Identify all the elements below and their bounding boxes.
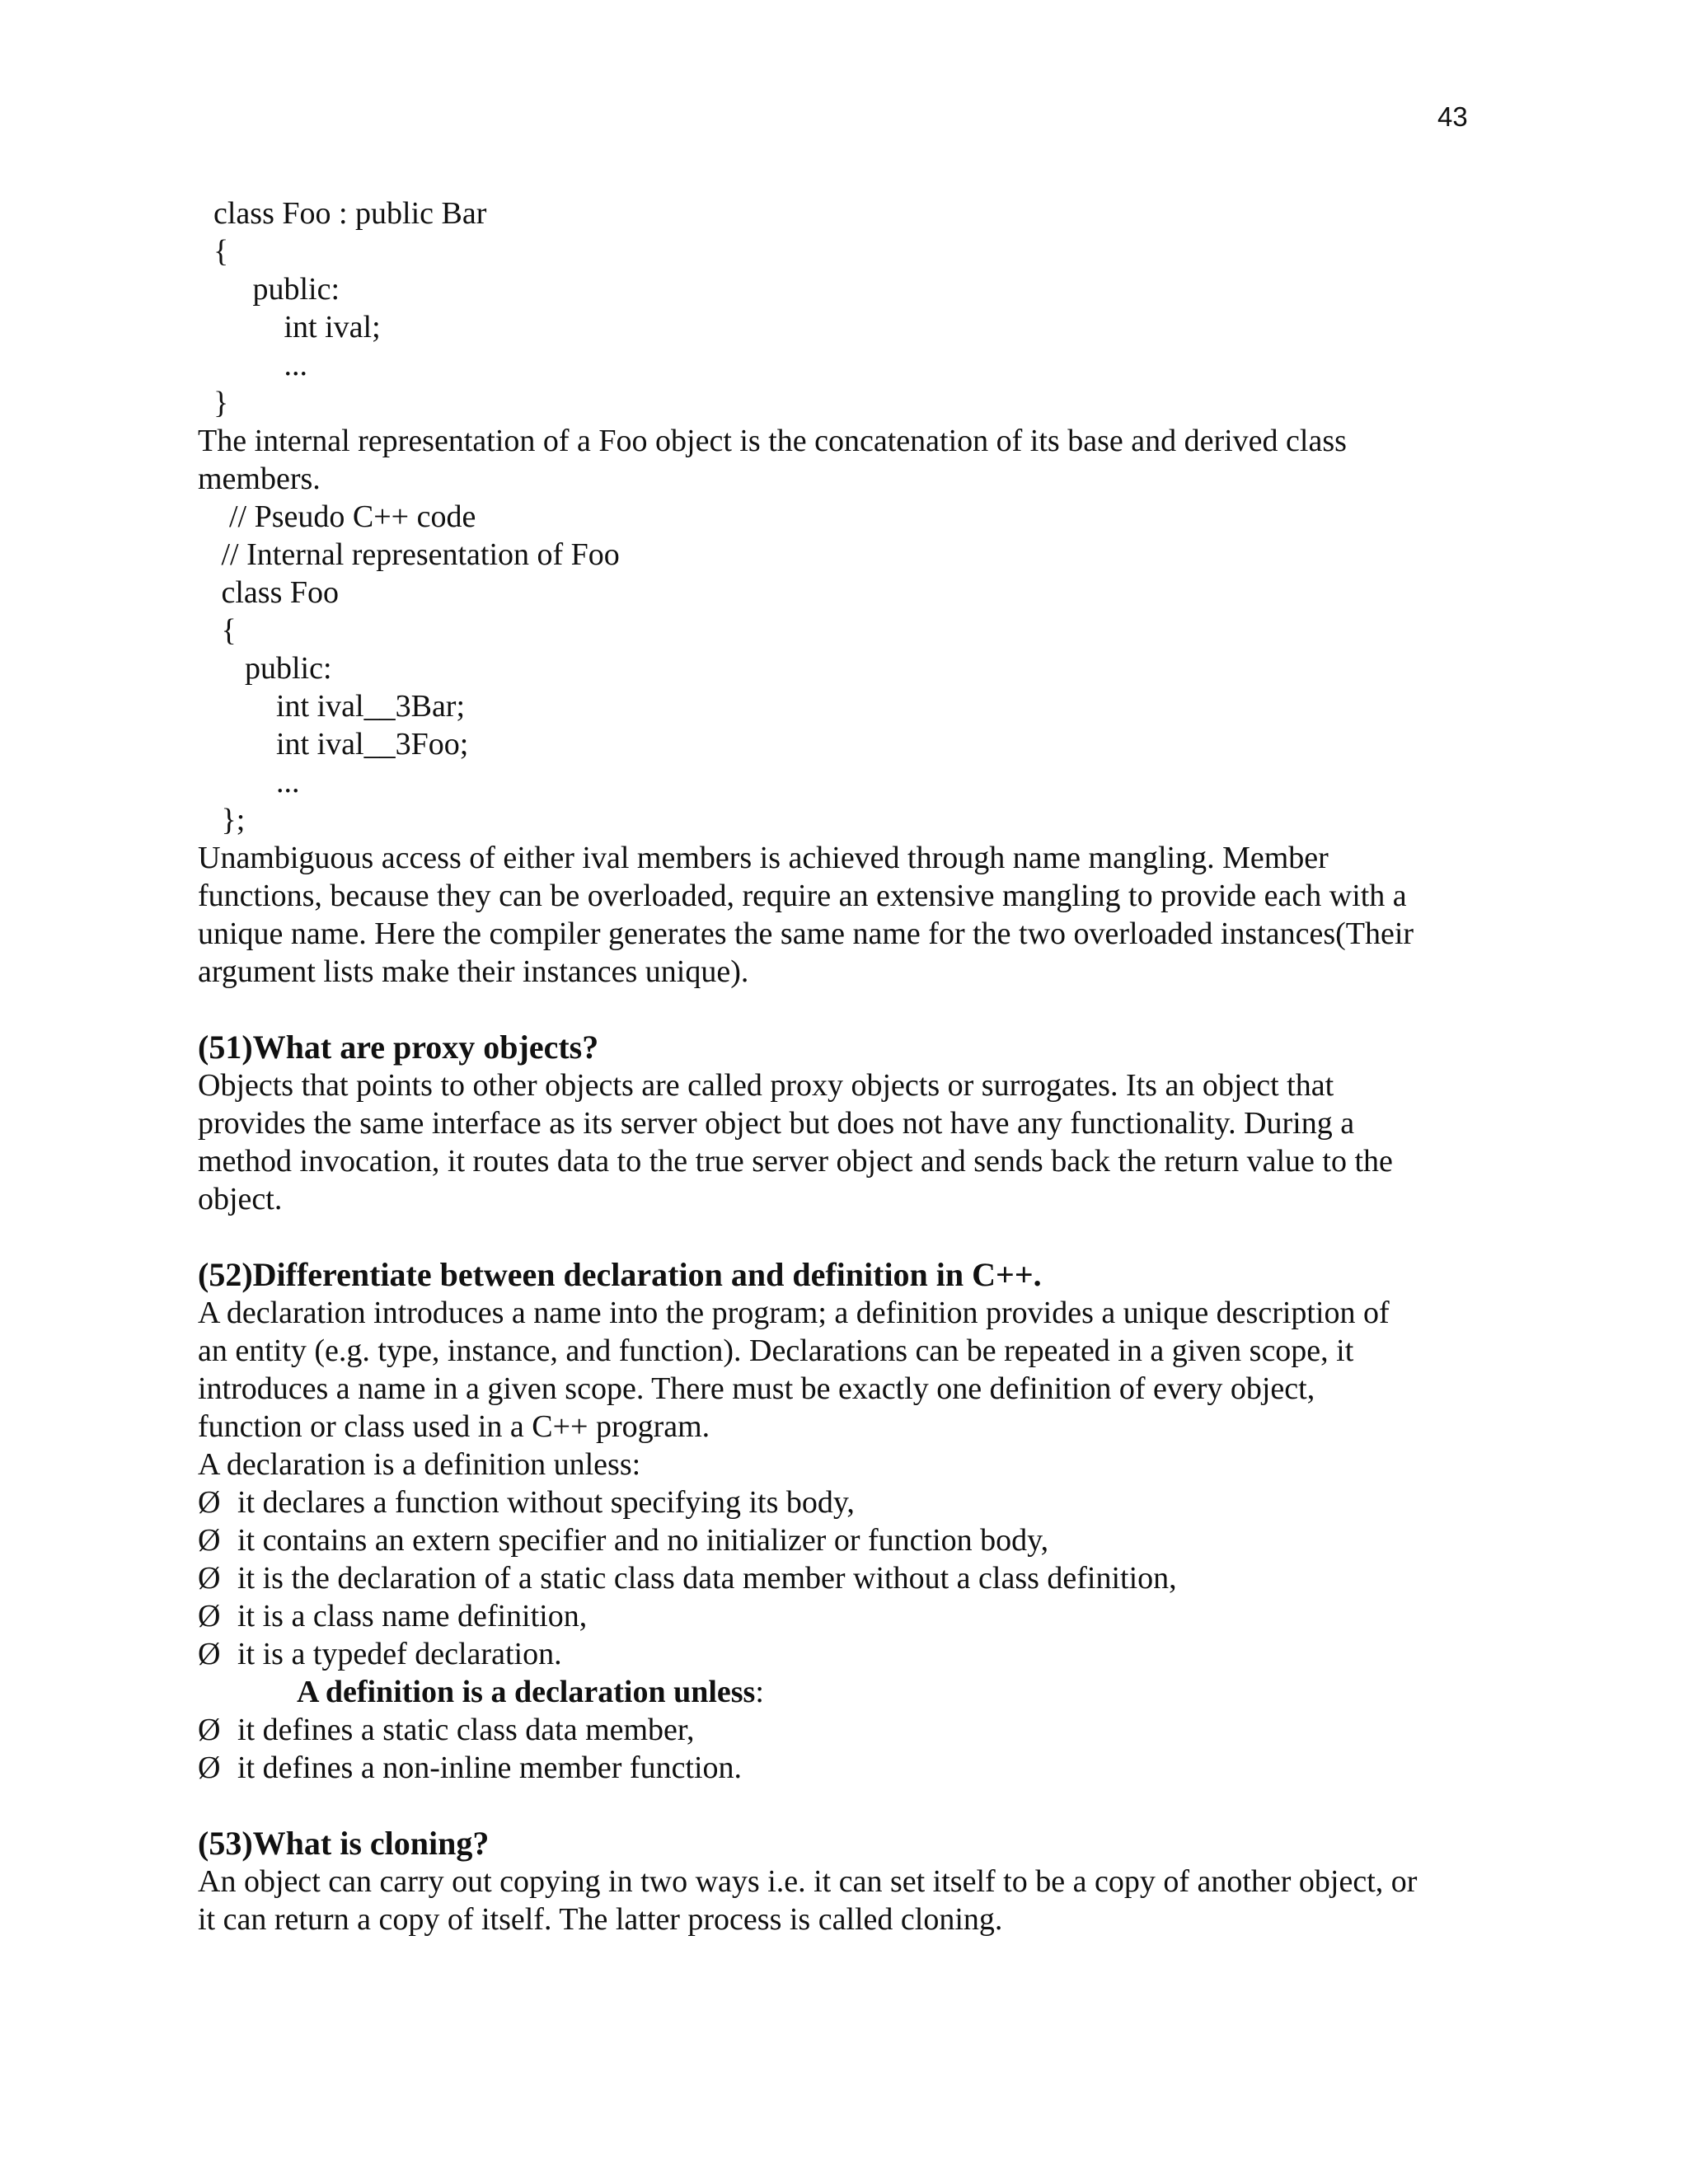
code-line: int ival; [198, 310, 381, 344]
code-block-pseudo-cpp [198, 498, 1517, 839]
page-number: 43 [1437, 101, 1468, 132]
page-content [198, 194, 1517, 1938]
code-line: class Foo [198, 575, 339, 610]
question-52-heading: (52)Differentiate between declaration and definition in C++. [198, 1256, 1042, 1293]
text-line: provides the same interface as its server object but does not have any functionality. During a [198, 1106, 1355, 1141]
text-line: introduces a name in a given scope. There must be exactly one definition of every object, [198, 1371, 1315, 1406]
code-line: // Internal representation of Foo [198, 537, 620, 572]
bullet-icon: Ø [198, 1599, 221, 1633]
text-line: unique name. Here the compiler generates the same name for the two overloaded instances(Their [198, 916, 1414, 951]
bullet-icon: Ø [198, 1750, 221, 1785]
list-item [198, 1597, 1517, 1635]
bullet-icon: Ø [198, 1485, 221, 1520]
subheading-text: A definition is a declaration unless [297, 1675, 756, 1709]
question-51-answer [198, 1066, 1517, 1218]
text-line: argument lists make their instances unique). [198, 954, 749, 989]
list-item-text: it defines a static class data member, [237, 1713, 695, 1747]
subheading-colon: : [755, 1675, 764, 1709]
bullet-icon: Ø [198, 1561, 221, 1596]
bullet-icon: Ø [198, 1713, 221, 1747]
code-line: ... [198, 348, 307, 382]
text-line: A declaration is a definition unless: [198, 1447, 641, 1482]
text-line: object. [198, 1182, 283, 1216]
list-item [198, 1521, 1517, 1559]
declaration-bullet-list [198, 1483, 1517, 1673]
code-line: int ival__3Foo; [198, 727, 469, 762]
text-line: Unambiguous access of either ival members is achieved through name mangling. Member [198, 841, 1329, 875]
question-52-answer [198, 1294, 1517, 1483]
list-item-text: it contains an extern specifier and no initializer or function body, [237, 1523, 1049, 1558]
list-item [198, 1711, 1517, 1749]
code-line: // Pseudo C++ code [198, 499, 476, 534]
list-item [198, 1559, 1517, 1597]
paragraph-internal-representation [198, 422, 1517, 498]
text-line: A declaration introduces a name into the program; a definition provides a unique description of [198, 1296, 1390, 1330]
text-line: Objects that points to other objects are called proxy objects or surrogates. Its an object that [198, 1068, 1334, 1103]
code-line: public: [198, 272, 340, 307]
text-line: method invocation, it routes data to the true server object and sends back the return value to the [198, 1144, 1393, 1179]
code-line: } [198, 386, 229, 420]
question-53-answer [198, 1863, 1517, 1938]
code-line: int ival__3Bar; [198, 689, 466, 724]
code-line: }; [198, 803, 246, 837]
list-item [198, 1749, 1517, 1787]
list-item [198, 1635, 1517, 1673]
question-51-heading: (51)What are proxy objects? [198, 1029, 599, 1066]
list-item-text: it defines a non-inline member function. [237, 1750, 743, 1785]
text-line: The internal representation of a Foo object is the concatenation of its base and derived class [198, 424, 1347, 458]
question-53-heading: (53)What is cloning? [198, 1825, 490, 1862]
bullet-icon: Ø [198, 1637, 221, 1671]
definition-subheading [198, 1673, 1517, 1711]
definition-bullet-list [198, 1711, 1517, 1787]
list-item-text: it is a class name definition, [237, 1599, 588, 1633]
text-line: an entity (e.g. type, instance, and function). Declarations can be repeated in a given scope, it [198, 1333, 1354, 1368]
code-line: class Foo : public Bar [198, 196, 487, 231]
code-line: { [198, 613, 237, 648]
paragraph-name-mangling [198, 839, 1517, 991]
text-line: functions, because they can be overloaded, require an extensive mangling to provide each with a [198, 879, 1407, 913]
code-line: public: [198, 651, 332, 686]
list-item-text: it declares a function without specifying its body, [237, 1485, 855, 1520]
bullet-icon: Ø [198, 1523, 221, 1558]
text-line: it can return a copy of itself. The latter process is called cloning. [198, 1902, 1003, 1937]
code-line: { [198, 234, 229, 269]
text-line: An object can carry out copying in two ways i.e. it can set itself to be a copy of another object, or [198, 1864, 1418, 1899]
code-line: ... [198, 765, 300, 799]
code-block-class-foo [198, 194, 1517, 422]
text-line: function or class used in a C++ program. [198, 1409, 710, 1444]
text-line: members. [198, 462, 321, 496]
list-item-text: it is the declaration of a static class data member without a class definition, [237, 1561, 1177, 1596]
list-item-text: it is a typedef declaration. [237, 1637, 562, 1671]
list-item [198, 1483, 1517, 1521]
